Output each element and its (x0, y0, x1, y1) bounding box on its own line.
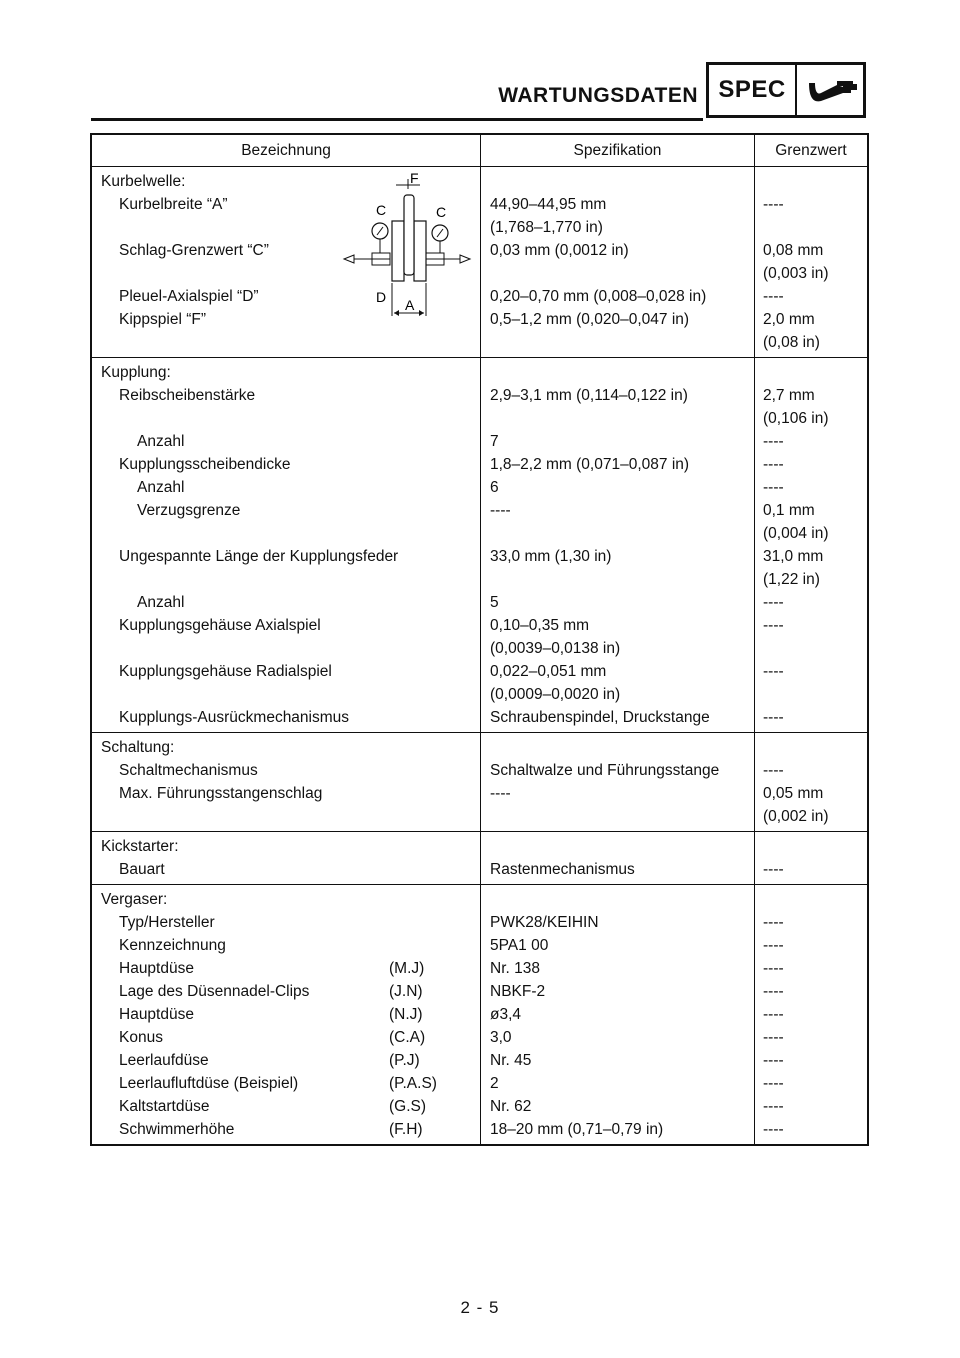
row-name: Anzahl (137, 433, 185, 450)
row-code: (J.N) (389, 983, 423, 1000)
row-limit: ---- (763, 594, 784, 611)
diagram-label-a: A (405, 297, 415, 313)
section-kurbelwelle (92, 167, 867, 358)
row-name: Leerlaufdüse (119, 1052, 209, 1069)
row-spec: 0,03 mm (0,0012 in) (490, 242, 629, 259)
row-name: Max. Führungsstangenschlag (119, 785, 323, 802)
row-limit: ---- (763, 456, 784, 473)
limit-column (755, 832, 867, 884)
section-kickstarter (92, 832, 867, 885)
row-name: Schlag-Grenzwert “C” (119, 242, 269, 259)
row-spec: (0,0039–0,0138 in) (490, 640, 621, 657)
row-code: (P.J) (389, 1052, 420, 1069)
row-limit: ---- (763, 914, 784, 931)
row-limit: 0,08 mm (763, 242, 824, 259)
spec-table (90, 133, 869, 1146)
row-spec: 0,022–0,051 mm (490, 663, 607, 680)
row-limit: (1,22 in) (763, 571, 820, 588)
row-name: Typ/Hersteller (119, 914, 215, 931)
section-title: Kickstarter: (101, 838, 179, 855)
section-kupplung (92, 358, 867, 733)
limit-column (755, 358, 867, 732)
row-name: Anzahl (137, 479, 185, 496)
spec-column (481, 358, 755, 732)
spec-badge-label: SPEC (709, 65, 797, 115)
row-code: (F.H) (389, 1121, 423, 1138)
row-limit: (0,003 in) (763, 265, 829, 282)
name-column (92, 358, 481, 732)
row-name: Reibscheibenstärke (119, 387, 256, 404)
row-spec: 2 (490, 1075, 499, 1092)
row-limit: 0,05 mm (763, 785, 824, 802)
row-limit: ---- (763, 1121, 784, 1138)
row-limit: (0,002 in) (763, 808, 829, 825)
spec-column (481, 832, 755, 884)
row-spec: Schaltwalze und Führungsstange (490, 762, 720, 779)
row-spec: 7 (490, 433, 499, 450)
row-spec: ---- (490, 785, 511, 802)
row-name: Leerlaufluftdüse (Beispiel) (119, 1075, 299, 1092)
section-title: Kurbelwelle: (101, 173, 186, 190)
row-name: Kennzeichnung (119, 937, 226, 954)
row-limit: (0,106 in) (763, 410, 829, 427)
row-spec: Schraubenspindel, Druckstange (490, 709, 710, 726)
row-name: Anzahl (137, 594, 185, 611)
diagram-label-f: F (410, 171, 419, 186)
row-name: Schaltmechanismus (119, 762, 258, 779)
row-limit: (0,004 in) (763, 525, 829, 542)
row-limit: ---- (763, 960, 784, 977)
row-limit: ---- (763, 663, 784, 680)
row-spec: 0,10–0,35 mm (490, 617, 590, 634)
row-limit: ---- (763, 288, 784, 305)
section-schaltung (92, 733, 867, 832)
column-header-limit: Grenzwert (775, 141, 847, 159)
row-spec: 1,8–2,2 mm (0,071–0,087 in) (490, 456, 690, 473)
row-limit: ---- (763, 433, 784, 450)
column-header-spec: Spezifikation (481, 135, 755, 166)
row-name: Kupplungsgehäuse Radialspiel (119, 663, 332, 680)
row-code: (M.J) (389, 960, 425, 977)
row-limit: 0,1 mm (763, 502, 815, 519)
row-name: Kurbelbreite “A” (119, 196, 228, 213)
row-limit: ---- (763, 937, 784, 954)
row-name: Verzugsgrenze (137, 502, 241, 519)
row-name: Hauptdüse (119, 1006, 194, 1023)
row-limit: 31,0 mm (763, 548, 824, 565)
row-name: Hauptdüse (119, 960, 194, 977)
row-name: Kupplungsgehäuse Axialspiel (119, 617, 321, 634)
limit-column (755, 167, 867, 357)
limit-column (755, 733, 867, 831)
row-spec: Nr. 45 (490, 1052, 532, 1069)
row-limit: 2,7 mm (763, 387, 815, 404)
row-limit: ---- (763, 196, 784, 213)
page-title: WARTUNGSDATEN (498, 84, 698, 107)
name-column (92, 167, 481, 357)
section-title: Kupplung: (101, 364, 171, 381)
row-spec: ---- (490, 502, 511, 519)
row-spec: NBKF-2 (490, 983, 546, 1000)
row-limit: 2,0 mm (763, 311, 815, 328)
row-limit: ---- (763, 762, 784, 779)
diagram-label-c-right: C (436, 204, 447, 220)
diagram-label-c-left: C (376, 202, 387, 218)
name-column (92, 733, 481, 831)
row-spec: 3,0 (490, 1029, 512, 1046)
row-limit: ---- (763, 1029, 784, 1046)
row-code: (P.A.S) (389, 1075, 437, 1092)
row-limit: ---- (763, 983, 784, 1000)
row-spec: 33,0 mm (1,30 in) (490, 548, 612, 565)
page-header (0, 0, 960, 130)
row-spec: 6 (490, 479, 499, 496)
row-name: Lage des Düsennadel-Clips (119, 983, 310, 1000)
limit-column (755, 885, 867, 1144)
row-name: Kaltstartdüse (119, 1098, 210, 1115)
row-limit: ---- (763, 1052, 784, 1069)
name-column (92, 885, 481, 1144)
row-name: Pleuel-Axialspiel “D” (119, 288, 259, 305)
row-limit: ---- (763, 1075, 784, 1092)
row-spec: ø3,4 (490, 1006, 522, 1023)
section-title: Vergaser: (101, 891, 168, 908)
table-header (92, 135, 867, 167)
row-code: (N.J) (389, 1006, 423, 1023)
row-spec: PWK28/KEIHIN (490, 914, 599, 931)
row-spec: Nr. 62 (490, 1098, 532, 1115)
spec-badge (706, 62, 866, 118)
row-name: Bauart (119, 861, 165, 878)
row-spec: (1,768–1,770 in) (490, 219, 603, 236)
section-vergaser (92, 885, 867, 1144)
row-limit: ---- (763, 1098, 784, 1115)
column-header-name: Bezeichnung (92, 135, 481, 166)
crankshaft-diagram (342, 171, 472, 319)
spec-column (481, 167, 755, 357)
row-name: Kippspiel “F” (119, 311, 206, 328)
row-limit: ---- (763, 479, 784, 496)
row-spec: Rastenmechanismus (490, 861, 635, 878)
row-spec: (0,0009–0,0020 in) (490, 686, 621, 703)
row-limit: ---- (763, 709, 784, 726)
row-spec: 18–20 mm (0,71–0,79 in) (490, 1121, 664, 1138)
row-spec: 0,20–0,70 mm (0,008–0,028 in) (490, 288, 707, 305)
row-name: Konus (119, 1029, 163, 1046)
row-name: Ungespannte Länge der Kupplungsfeder (119, 548, 399, 565)
page-number: 2 - 5 (460, 1298, 500, 1317)
row-code: (G.S) (389, 1098, 427, 1115)
row-spec: 2,9–3,1 mm (0,114–0,122 in) (490, 387, 688, 404)
row-limit: ---- (763, 1006, 784, 1023)
row-spec: 44,90–44,95 mm (490, 196, 607, 213)
row-spec: Nr. 138 (490, 960, 540, 977)
section-title: Schaltung: (101, 739, 175, 756)
row-code: (C.A) (389, 1029, 426, 1046)
spec-column (481, 885, 755, 1144)
header-rule (91, 118, 703, 121)
row-limit: ---- (763, 617, 784, 634)
row-spec: 5PA1 00 (490, 937, 549, 954)
row-name: Kupplungsscheibendicke (119, 456, 291, 473)
row-limit: ---- (763, 861, 784, 878)
row-name: Kupplungs-Ausrückmechanismus (119, 709, 350, 726)
spec-column (481, 733, 755, 831)
wrench-icon (799, 71, 861, 111)
row-spec: 0,5–1,2 mm (0,020–0,047 in) (490, 311, 690, 328)
row-limit: (0,08 in) (763, 334, 820, 351)
row-spec: 5 (490, 594, 499, 611)
diagram-label-d: D (376, 289, 387, 305)
name-column (92, 832, 481, 884)
row-name: Schwimmerhöhe (119, 1121, 235, 1138)
